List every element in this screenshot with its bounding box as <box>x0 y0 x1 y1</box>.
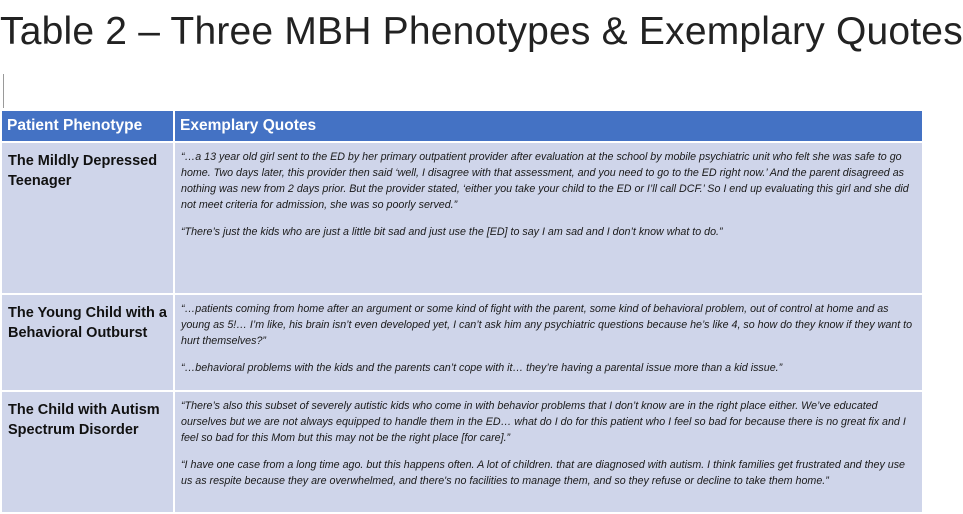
quotes-cell <box>174 294 922 391</box>
quote-text: “There’s also this subset of severely autistic kids who come in with behavior problems that I don’t know are in the right place either. We’ve educated ourselves but we are not always equipped to handle them in the ED… what do I do for this patient who I feel so bad for because there is no great fix and I feel so bad for this Mom but this may not be the right place [for care].” <box>181 400 906 444</box>
phenotype-table-container <box>2 111 922 487</box>
left-edge-rule <box>3 74 4 108</box>
header-exemplary-quotes: Exemplary Quotes <box>174 111 922 142</box>
table-header-row <box>2 111 922 142</box>
table-row <box>2 391 922 513</box>
phenotype-cell: The Young Child with a Behavioral Outburst <box>2 294 174 391</box>
quotes-cell <box>174 142 922 294</box>
quote-text: “…a 13 year old girl sent to the ED by her primary outpatient provider after evaluation at the school by mobile psychiatric unit who felt she was safe to go home. Two days later, this provider then said ‘well, I disagree with that assessment, and you need to go to the ED right now.’ And the parent disagreed as nothing was new from 2 days prior. But the provider stated, ‘either you take your child to the ED or I’ll call DCF.’ So I end up evaluating this girl and she did not meet criteria for admission, she was so poorly served.” <box>181 151 909 211</box>
header-patient-phenotype: Patient Phenotype <box>2 111 174 142</box>
slide-title: Table 2 – Three MBH Phenotypes & Exemplary Quotes <box>0 10 963 53</box>
quote-text: “There’s just the kids who are just a little bit sad and just use the [ED] to say I am sad and I don’t know what to do.” <box>181 226 723 238</box>
phenotype-cell: The Child with Autism Spectrum Disorder <box>2 391 174 513</box>
phenotype-cell: The Mildly Depressed Teenager <box>2 142 174 294</box>
table-row <box>2 142 922 294</box>
quote-text: “I have one case from a long time ago. but this happens often. A lot of children. that are diagnosed with autism. I think families get frustrated and they use us as respite because they are overwhelmed, and there's no facilities to manage them, and so they refuse or decline to take them home.” <box>181 459 905 487</box>
quotes-cell <box>174 391 922 513</box>
quote-text: “…patients coming from home after an argument or some kind of fight with the parent, some kind of behavioral problem, out of control at home and as young as 5!… I’m like, his brain isn’t even developed yet, I can’t ask him any psychiatric questions because he’s like 4, so how do they know if they want to hurt themselves?” <box>181 303 913 347</box>
phenotype-quotes-table <box>2 111 922 514</box>
quote-text: “…behavioral problems with the kids and the parents can’t cope with it… they’re having a parental issue more than a kid issue.” <box>181 362 783 374</box>
table-row <box>2 294 922 391</box>
